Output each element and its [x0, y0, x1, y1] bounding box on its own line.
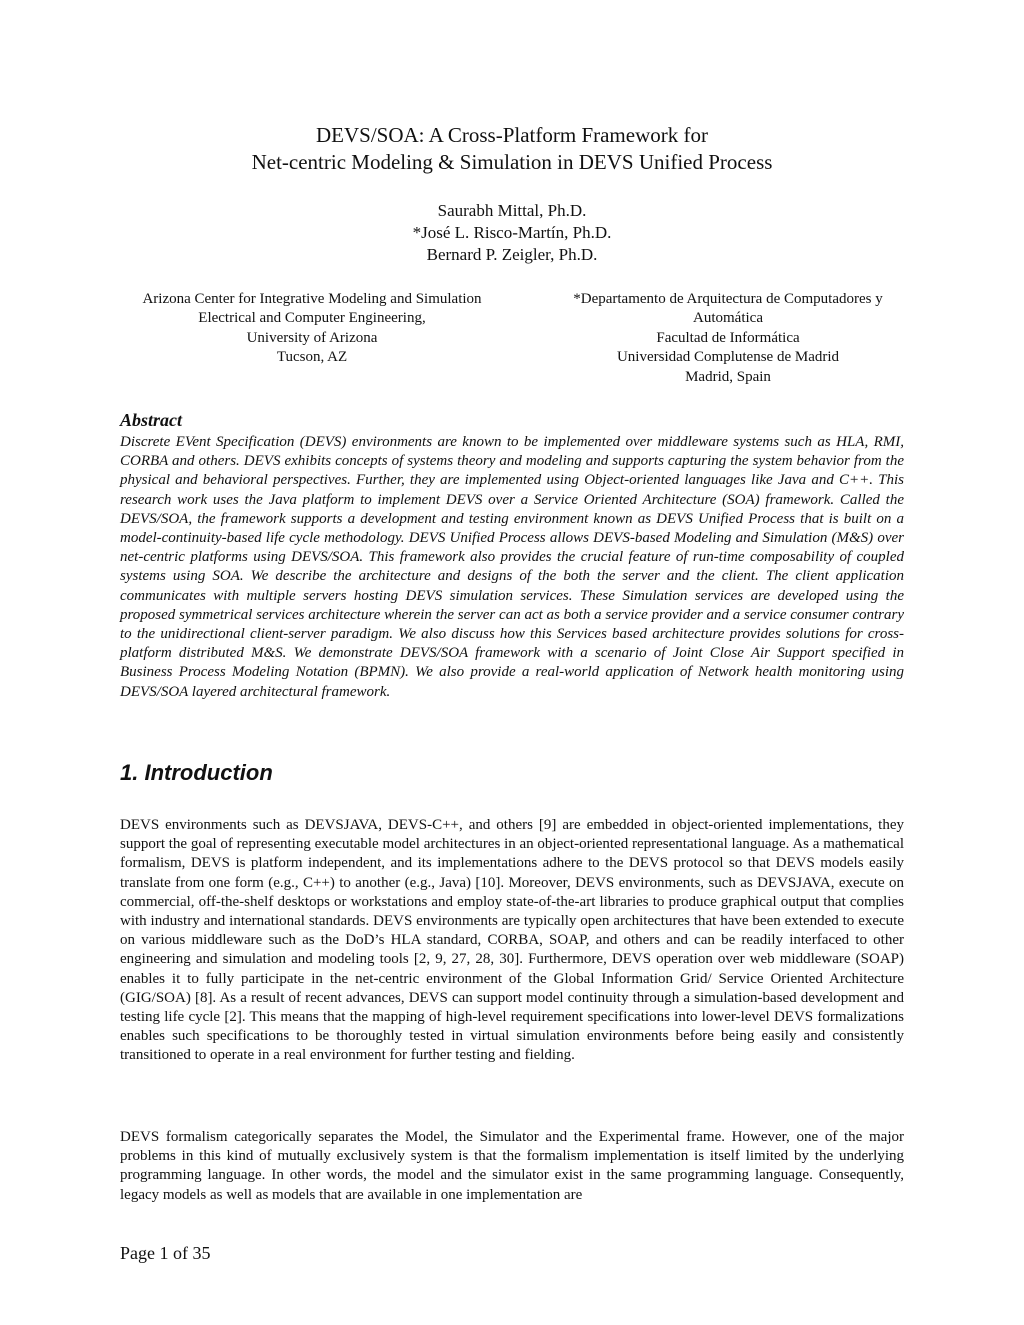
paper-title — [0, 122, 1024, 176]
affiliation-line: Facultad de Informática — [656, 329, 800, 346]
title-line-1: DEVS/SOA: A Cross-Platform Framework for — [316, 123, 708, 147]
author-name: Bernard P. Zeigler, Ph.D. — [426, 245, 598, 264]
affiliation-line: *Departamento de Arquitectura de Computadores y — [573, 291, 883, 307]
author-list — [0, 200, 1024, 266]
title-line-2: Net-centric Modeling & Simulation in DEVS Unified Process — [251, 150, 773, 174]
abstract-text: Discrete EVent Specification (DEVS) environments are known to be implemented over middleware systems such as HLA, RMI, CORBA and others. DEVS exhibits concepts of systems theory and modeling and supports capturing the system behavior from the physical and behavioral perspectives. Further, they are implemented using Object-oriented languages like Java and C++. This research work uses the Java platform to implement DEVS over a Service Oriented Architecture (SOA) framework. Called the DEVS/SOA, the framework supports a development and testing environment known as DEVS Unified Process that is built on a model-continuity-based life cycle methodology. DEVS Unified Process allows DEVS-based Modeling and Simulation (M&S) over net-centric platforms using DEVS/SOA. This framework also provides the crucial feature of run-time composability of coupled systems using SOA. We describe the architecture and designs of the both the server and the client. The client application communicates with multiple servers hosting DEVS simulation services. These Simulation services are developed using the proposed symmetrical services architecture wherein the server can act as both a service provider and a service consumer contrary to the unidirectional client-server paradigm. We also discuss how this Services based architecture provides solutions for cross-platform distributed M&S. We demonstrate DEVS/SOA framework with a scenario of Joint Close Air Support specified in Business Process Modeling Notation (BPMN). We also provide a real-world application of Network health monitoring using DEVS/SOA layered architectural framework. — [120, 434, 904, 700]
affiliation-line: Automática — [693, 310, 763, 327]
affiliation-left — [112, 290, 512, 368]
author-name: *José L. Risco-Martín, Ph.D. — [412, 223, 612, 242]
body-paragraph: DEVS formalism categorically separates the Model, the Simulator and the Experimental frame. However, one of the major problems in this kind of mutually exclusively system is that the formalism implementation is itself limited by the underlying programming language. In other words, the model and the simulator exist in the same programming language. Consequently, legacy models as well as models that are available in one implementation are — [120, 1129, 904, 1203]
affiliation-right — [528, 290, 928, 387]
affiliation-line: Electrical and Computer Engineering, — [198, 310, 426, 327]
affiliation-line: Madrid, Spain — [685, 368, 771, 385]
author-name: Saurabh Mittal, Ph.D. — [437, 201, 587, 220]
affiliation-line: Universidad Complutense de Madrid — [616, 349, 840, 366]
affiliation-line: Arizona Center for Integrative Modeling and Simulation — [142, 291, 482, 307]
page-number: Page 1 of 35 — [120, 1243, 211, 1263]
body-paragraph: DEVS environments such as DEVSJAVA, DEVS-C++, and others [9] are embedded in object-oriented implementations, they support the goal of representing executable model architectures in an object-oriented representational language. As a mathematical formalism, DEVS is platform independent, and its implementations adhere to the DEVS protocol so that DEVS models easily translate from one form (e.g., C++) to another (e.g., Java) [10]. Moreover, DEVS environments, such as DEVSJAVA, execute on commercial, off-the-shelf desktops or workstations and employ state-of-the-art libraries to produce graphical output that complies with industry and international standards. DEVS environments are typically open architectures that have been extended to execute on various middleware such as the DoD’s HLA standard, CORBA, SOAP, and others and can be readily interfaced to other engineering and simulation and modeling tools [2, 9, 27, 28, 30]. Furthermore, DEVS operation over web middleware (SOAP) enables it to fully participate in the net-centric environment of the Global Information Grid/ Service Oriented Architecture (GIG/SOA) [8]. As a result of recent advances, DEVS can support model continuity through a simulation-based development and testing life cycle [2]. This means that the mapping of high-level requirement specifications into lower-level DEVS formalizations enables such specifications to be thoroughly tested in virtual simulation environments before being easily and consistently transitioned to operate in a real environment for further testing and fielding. — [120, 817, 904, 1064]
abstract-heading: Abstract — [120, 410, 183, 430]
affiliation-line: Tucson, AZ — [276, 349, 348, 366]
affiliation-line: University of Arizona — [246, 329, 378, 346]
section-heading-introduction: 1. Introduction — [120, 760, 273, 785]
